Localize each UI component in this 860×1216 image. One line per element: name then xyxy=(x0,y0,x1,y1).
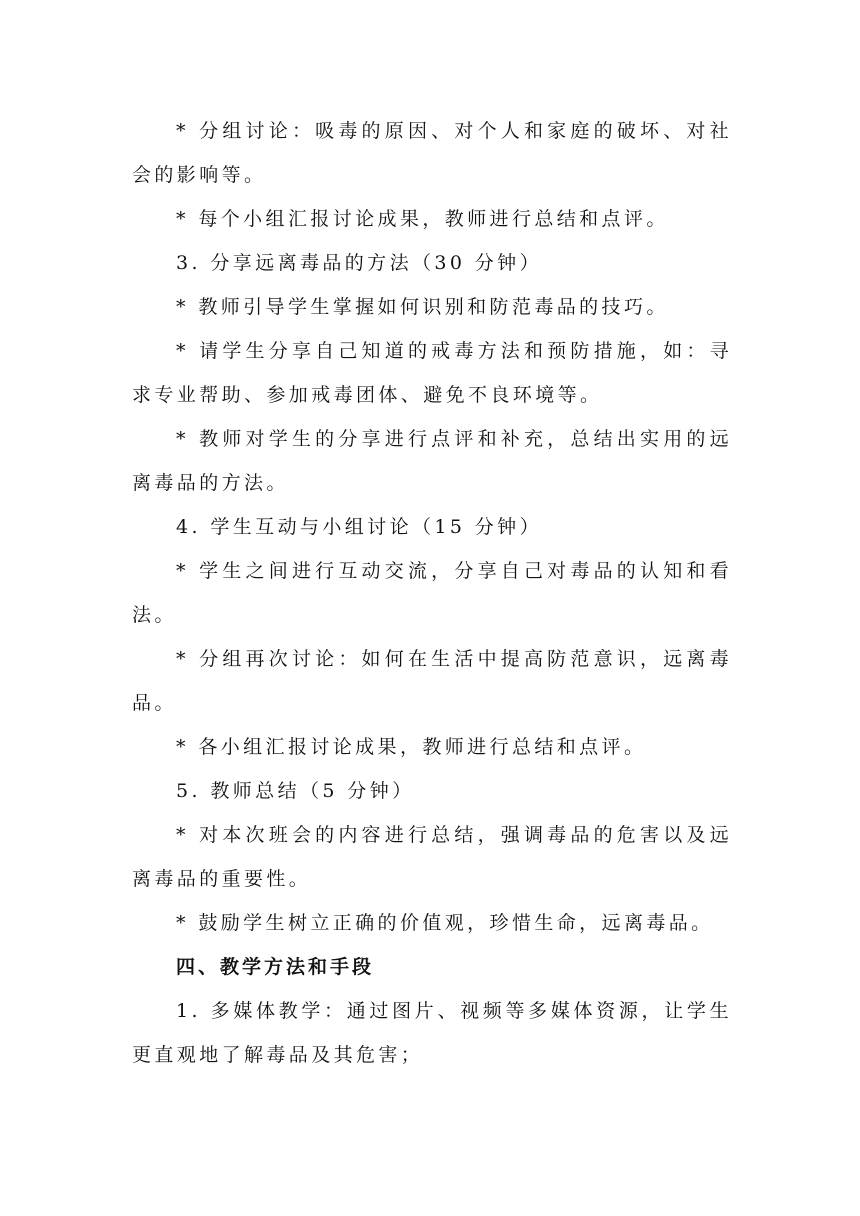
chapter-heading-teaching-methods: 四、教学方法和手段 xyxy=(176,956,375,978)
paragraph-summary: * 对本次班会的内容进行总结，强调毒品的危害以及远离毒品的重要性。 xyxy=(132,824,732,890)
paragraph-teacher-guide: * 教师引导学生掌握如何识别和防范毒品的技巧。 xyxy=(176,296,669,318)
section-heading-3: 3. 分享远离毒品的方法（30 分钟） xyxy=(176,252,542,274)
paragraph-multimedia-teaching: 1. 多媒体教学：通过图片、视频等多媒体资源，让学生更直观地了解毒品及其危害； xyxy=(132,1000,732,1066)
paragraph-student-interaction: * 学生之间进行互动交流，分享自己对毒品的认知和看法。 xyxy=(132,560,732,626)
section-heading-4: 4. 学生互动与小组讨论（15 分钟） xyxy=(176,516,542,538)
paragraph-group-report: * 每个小组汇报讨论成果，教师进行总结和点评。 xyxy=(176,208,669,230)
paragraph-encourage: * 鼓励学生树立正确的价值观，珍惜生命，远离毒品。 xyxy=(176,912,714,934)
paragraph-teacher-comment: * 教师对学生的分享进行点评和补充，总结出实用的远离毒品的方法。 xyxy=(132,428,732,494)
paragraph-second-discussion: * 分组再次讨论：如何在生活中提高防范意识，远离毒品。 xyxy=(132,648,732,714)
section-heading-5: 5. 教师总结（5 分钟） xyxy=(176,780,415,802)
paragraph-student-share: * 请学生分享自己知道的戒毒方法和预防措施，如：寻求专业帮助、参加戒毒团体、避免不良环境等。 xyxy=(132,340,732,406)
paragraph-group-summary: * 各小组汇报讨论成果，教师进行总结和点评。 xyxy=(176,736,647,758)
paragraph-group-discussion: * 分组讨论：吸毒的原因、对个人和家庭的破坏、对社会的影响等。 xyxy=(132,120,732,186)
